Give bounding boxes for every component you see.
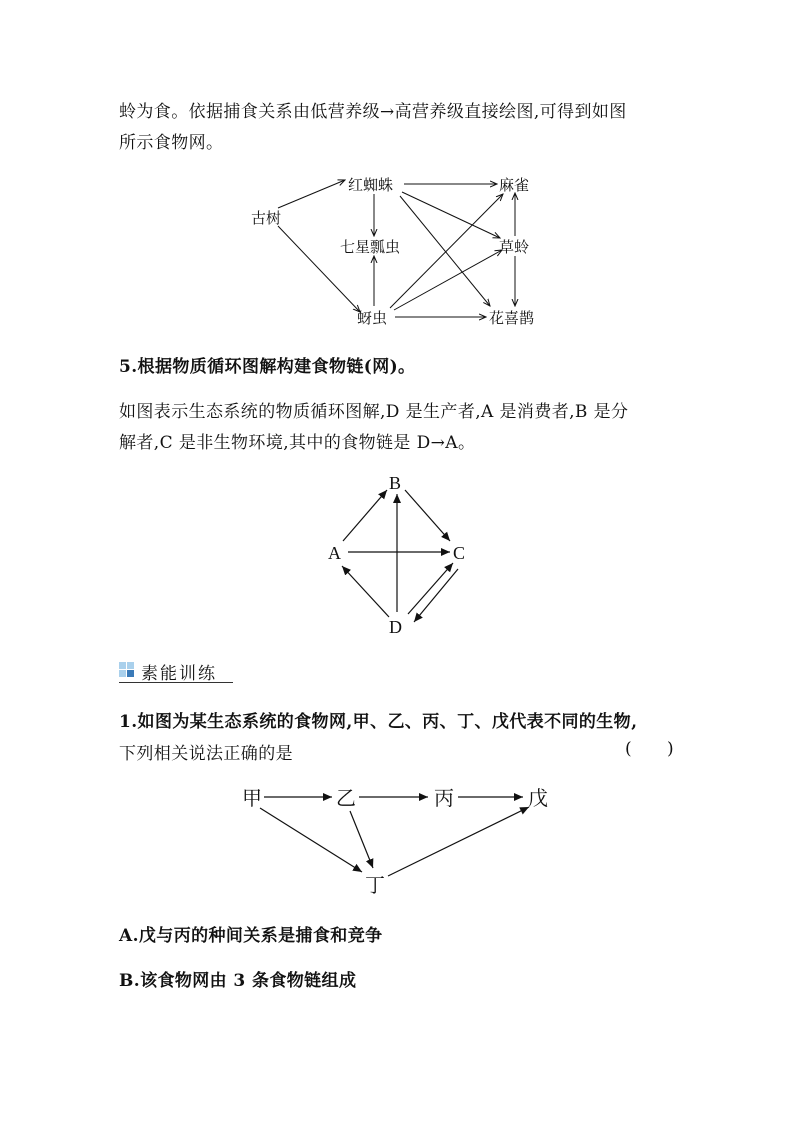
answer-paren-open: ( bbox=[625, 739, 632, 759]
question-1-line-2: 下列相关说法正确的是 bbox=[119, 744, 293, 764]
node-maque: 麻雀 bbox=[499, 176, 530, 194]
question-1-line-1: 1.如图为某生态系统的食物网,甲、乙、丙、丁、戊代表不同的生物, bbox=[119, 712, 638, 732]
node-wu: 戊 bbox=[528, 786, 548, 810]
node-yachong: 蚜虫 bbox=[357, 309, 388, 327]
node-jia: 甲 bbox=[242, 786, 262, 810]
node-ding: 丁 bbox=[365, 873, 385, 897]
node-A: A bbox=[328, 543, 341, 563]
node-B: B bbox=[389, 473, 402, 493]
edge-yi-ding bbox=[350, 811, 373, 868]
node-yi: 乙 bbox=[336, 786, 356, 810]
node-qixing: 七星瓢虫 bbox=[340, 238, 401, 256]
node-gushu: 古树 bbox=[251, 209, 282, 227]
edge-ding-wu bbox=[388, 807, 529, 876]
para5-line-1: 如图表示生态系统的物质循环图解,D 是生产者,A 是消费者,B 是分 bbox=[119, 402, 629, 422]
answer-paren-close: ) bbox=[667, 739, 674, 759]
edge-jia-ding bbox=[260, 808, 362, 872]
node-D: D bbox=[389, 617, 402, 637]
option-b: B.该食物网由 3 条食物链组成 bbox=[119, 971, 357, 991]
option-a: A.戊与丙的种间关系是捕食和竞争 bbox=[119, 926, 383, 946]
node-bing: 丙 bbox=[434, 786, 454, 810]
heading-5: 5.根据物质循环图解构建食物链(网)。 bbox=[119, 357, 416, 377]
text-line-2: 所示食物网。 bbox=[119, 133, 224, 153]
para5-line-2: 解者,C 是非生物环境,其中的食物链是 D→A。 bbox=[119, 433, 476, 453]
section-title: 素能训练 bbox=[141, 664, 217, 684]
text-line-1: 蛉为食。依据捕食关系由低营养级→高营养级直接绘图,可得到如图 bbox=[119, 102, 627, 122]
node-C: C bbox=[453, 543, 466, 563]
node-caoling: 草蛉 bbox=[499, 238, 530, 256]
node-huaxique: 花喜鹊 bbox=[489, 309, 535, 327]
node-hongzhizhu: 红蜘蛛 bbox=[348, 176, 394, 194]
